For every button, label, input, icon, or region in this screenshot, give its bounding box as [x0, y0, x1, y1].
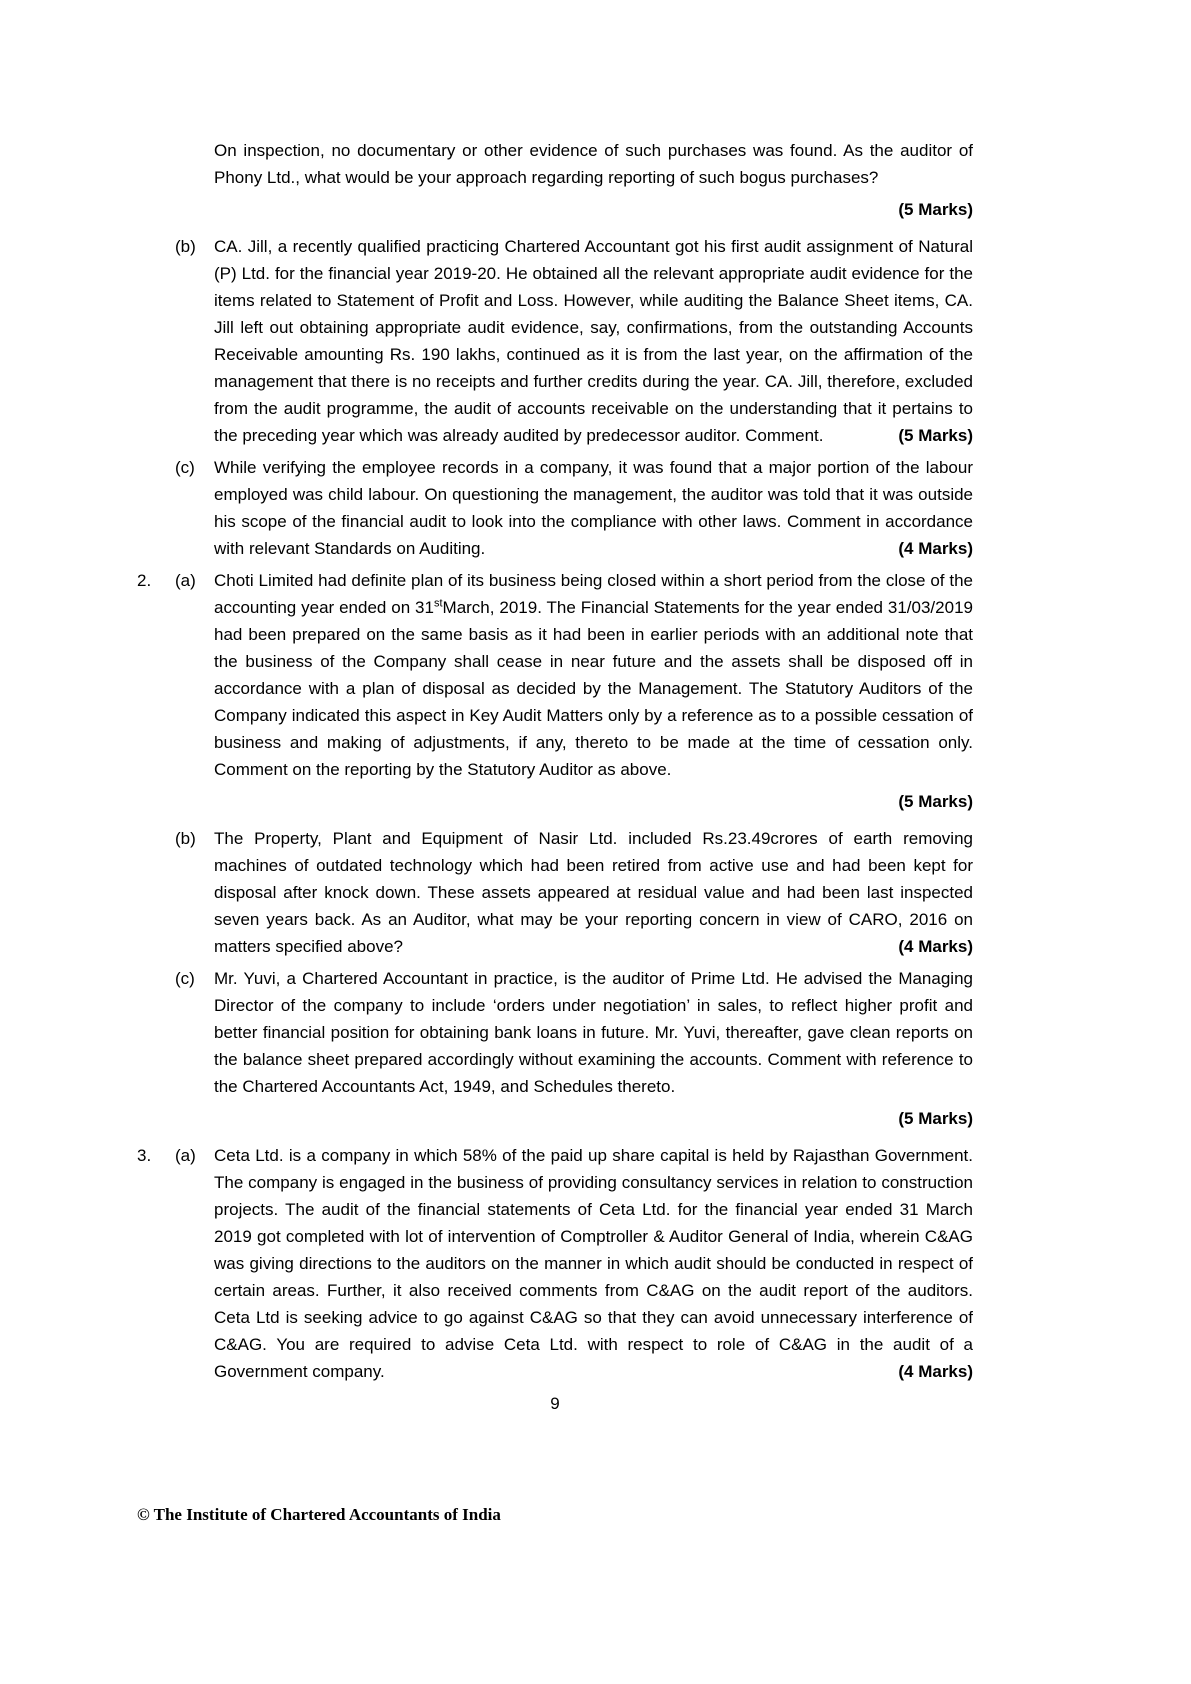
question-block-2b [137, 825, 973, 965]
question-text [214, 567, 973, 783]
question-text-body: The Property, Plant and Equipment of Nasir Ltd. included Rs.23.49crores of earth removing machines of outdated technology which had been retired from active use and had been kept for disposal after knock down. These assets appeared at residual value and had been last inspected seven years back. As an Auditor, what may be your reporting concern in view of CARO, 2016 on matters specified above? [214, 829, 973, 956]
marks-label: (5 Marks) [898, 792, 973, 811]
part-label: (c) [175, 969, 195, 988]
part-label: (a) [175, 571, 196, 590]
question-text-body: CA. Jill, a recently qualified practicing Chartered Accountant got his first audit assignment of Natural (P) Ltd. for the financial year 2019-20. He obtained all the relevant appropriate audit evidence for the items related to Statement of Profit and Loss. However, while auditing the Balance Sheet items, CA. Jill left out obtaining appropriate audit evidence, say, confirmations, from the outstanding Accounts Receivable amounting Rs. 190 lakhs, continued as it is from the last year, on the affirmation of the management that there is no receipts and further credits during the year. CA. Jill, therefore, excluded from the audit programme, the audit of accounts receivable on the understanding that it pertains to the preceding year which was already audited by predecessor auditor. Comment. [214, 237, 973, 445]
question-block-1b [137, 233, 973, 454]
question-text-body: Choti Limited had definite plan of its business being closed within a short period from the close of the accounting year ended on 31 [214, 571, 973, 617]
question-number-empty [137, 825, 175, 965]
marks-label: (4 Marks) [890, 535, 973, 562]
copyright-footer: © The Institute of Chartered Accountants of India [137, 1505, 501, 1524]
part-label: (b) [175, 237, 196, 256]
question-text: On inspection, no documentary or other evidence of such purchases was found. As the auditor of Phony Ltd., what would be your approach regarding reporting of such bogus purchases? [214, 141, 973, 187]
question-block-2c [137, 965, 973, 1105]
page-number: 9 [550, 1394, 560, 1413]
question-text-body: March, 2019. The Financial Statements for the year ended 31/03/2019 had been prepared on the same basis as it had been in earlier periods with an additional note that the business of the Company shall cease in near future and the assets shall be disposed off in accordance with a plan of disposal as decided by the Management. The Statutory Auditors of the Company indicated this aspect in Key Audit Matters only by a reference as to a possible cessation of business and making of adjustments, if any, thereto to be made at the time of cessation only. Comment on the reporting by the Statutory Auditor as above. [214, 598, 973, 779]
question-block-1c [137, 454, 973, 567]
marks-label: (5 Marks) [898, 1109, 973, 1128]
marks-label: (5 Marks) [898, 200, 973, 219]
question-text [214, 454, 973, 562]
question-number-empty [137, 454, 175, 567]
question-text [214, 825, 973, 960]
question-text [214, 1142, 973, 1385]
part-label: (b) [175, 829, 196, 848]
question-text: Mr. Yuvi, a Chartered Accountant in practice, is the auditor of Prime Ltd. He advised the Managing Director of the company to include ‘orders under negotiation’ in sales, to reflect higher profit and better financial position for obtaining bank loans in future. Mr. Yuvi, thereafter, gave clean reports on the balance sheet prepared accordingly without examining the accounts. Comment with reference to the Chartered Accountants Act, 1949, and Schedules thereto. [214, 969, 973, 1096]
part-label: (c) [175, 458, 195, 477]
question-number: 2. [137, 571, 152, 590]
question-block-2a [137, 567, 973, 788]
question-number: 3. [137, 1146, 152, 1165]
question-number-empty [137, 233, 175, 454]
superscript-ordinal: st [433, 597, 443, 610]
question-block-3a [137, 1142, 973, 1390]
question-text-body: While verifying the employee records in a company, it was found that a major portion of the labour employed was child labour. On questioning the management, the auditor was told that it was outside his scope of the financial audit to look into the compliance with other laws. Comment in accordance with relevant Standards on Auditing. [214, 458, 973, 558]
marks-label: (4 Marks) [890, 933, 973, 960]
question-text [214, 233, 973, 449]
question-text-body: Ceta Ltd. is a company in which 58% of the paid up share capital is held by Rajasthan Government. The company is engaged in the business of providing consultancy services in relation to construction projects. The audit of the financial statements of Ceta Ltd. for the financial year ended 31 March 2019 got completed with lot of intervention of Comptroller & Auditor General of India, wherein C&AG was giving directions to the auditors on the manner in which audit should be conducted in respect of certain areas. Further, it also received comments from C&AG on the audit report of the auditors. Ceta Ltd is seeking advice to go against C&AG so that they can avoid unnecessary interference of C&AG. You are required to advise Ceta Ltd. with respect to role of C&AG in the audit of a Government company. [214, 1146, 973, 1381]
part-label-empty [175, 137, 214, 196]
question-block-intro [137, 137, 973, 196]
question-number-empty [137, 965, 175, 1105]
question-number-empty [137, 137, 175, 196]
marks-label: (4 Marks) [890, 1358, 973, 1385]
marks-label: (5 Marks) [890, 422, 973, 449]
part-label: (a) [175, 1146, 196, 1165]
